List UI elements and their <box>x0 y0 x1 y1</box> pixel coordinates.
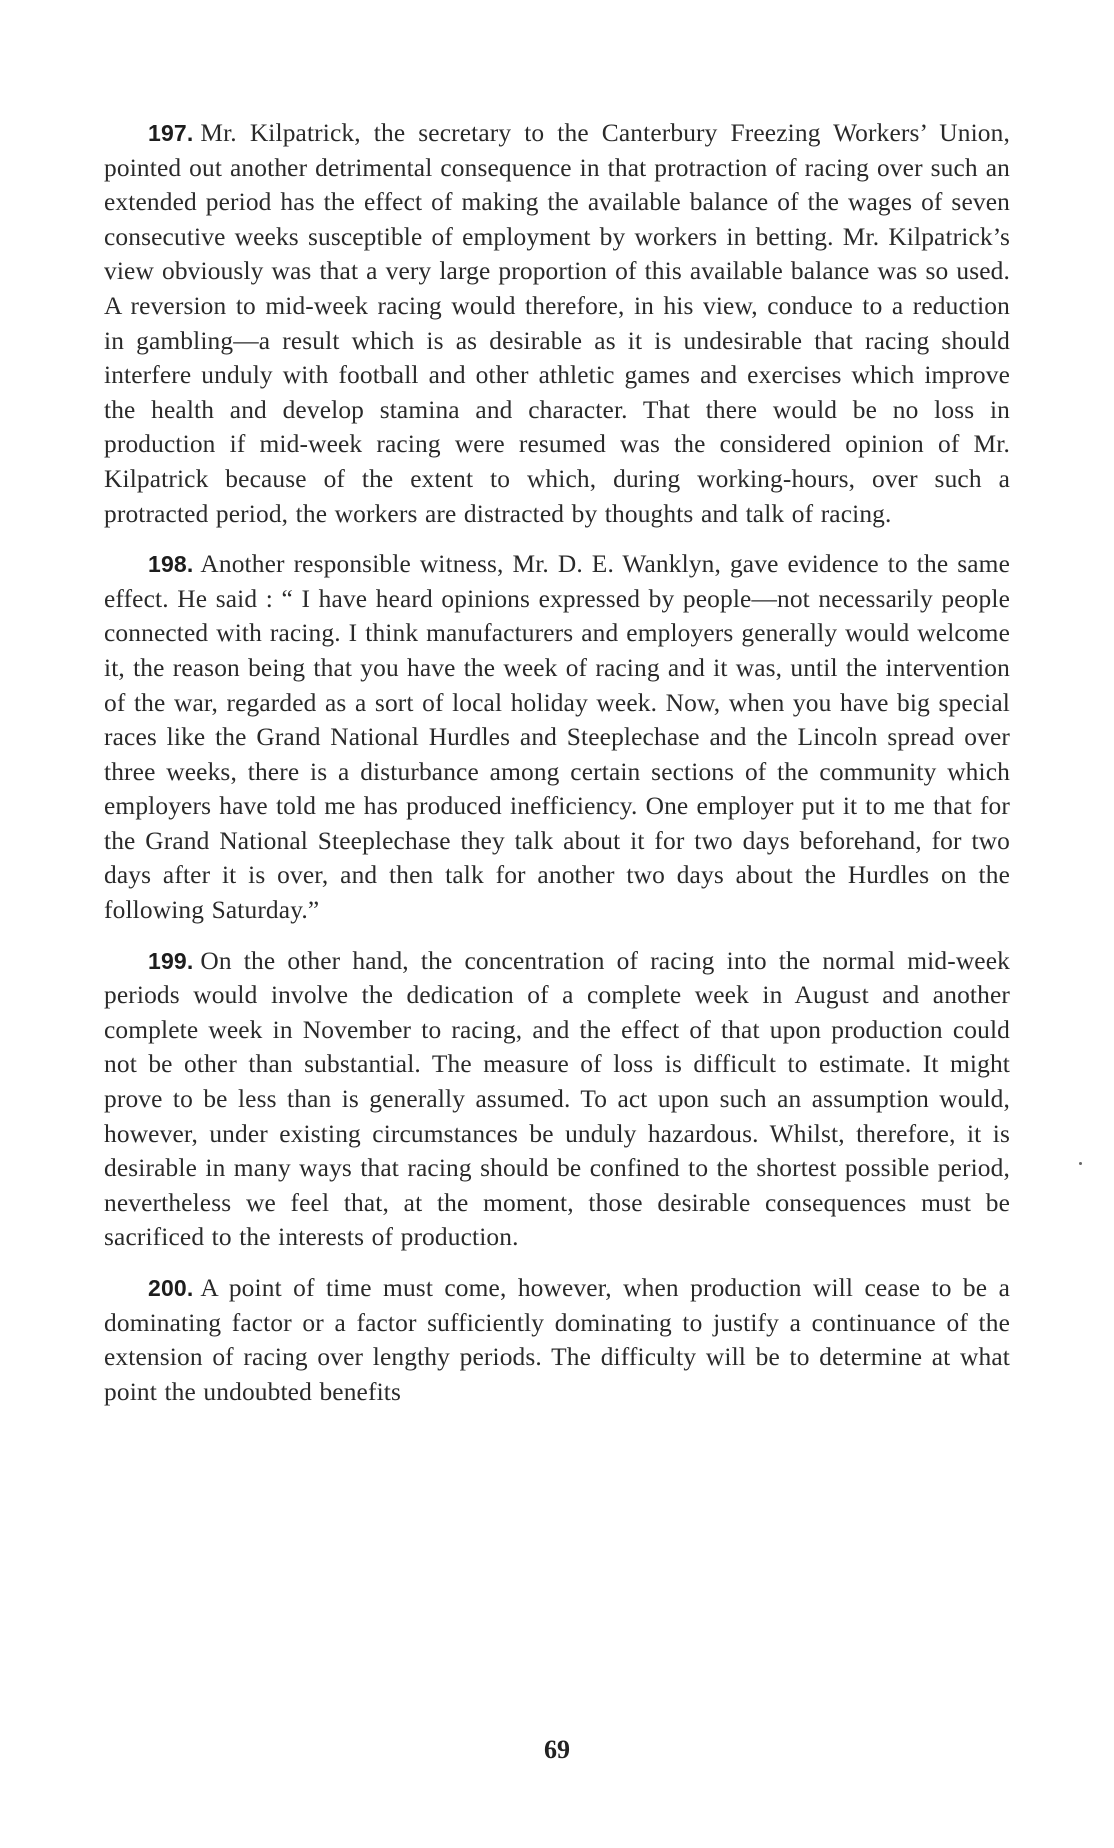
paragraph-number: 200. <box>148 1275 194 1301</box>
paragraph-text: Another responsible witness, Mr. D. E. Wanklyn, gave evidence to the same effect. He said : “ I have heard opinions expressed by people—not necessarily people connected with racing. I think manufacturers and employers generally would welcome it, the reason being that you have the week of racing and it was, until the intervention of the war, regarded as a sort of local holiday week. Now, when you have big special races like the Grand National Hurdles and Steeplechase and the Lincoln spread over three weeks, there is a disturbance among certain sections of the community which employers have told me has produced inefficiency. One employer put it to me that for the Grand National Steeplechase they talk about it for two days beforehand, for two days after it is over, and then talk for another two days about the Hurdles on the following Saturday.” <box>104 550 1010 925</box>
paragraph-number: 198. <box>148 551 194 578</box>
paragraph-199 <box>104 944 1010 1255</box>
paragraph-number: 199. <box>148 947 194 974</box>
paragraph-200 <box>104 1271 1010 1409</box>
paragraph-198 <box>104 547 1010 928</box>
page-number: 69 <box>544 1735 570 1764</box>
paragraph-text: Mr. Kilpatrick, the secretary to the Canterbury Freezing Workers’ Union, pointed out another detrimental consequence in that protraction of racing over such an extended period has the effect of making the available balance of the wages of seven consecutive weeks susceptible of employment by workers in betting. Mr. Kilpatrick’s view obviously was that a very large proportion of this available balance was so used. A reversion to mid-week racing would therefore, in his view, conduce to a reduction in gambling—a result which is as desirable as it is undesirable that racing should interfere unduly with football and other athletic games and exercises which improve the health and develop stamina and character. That there would be no loss in production if mid-week racing were resumed was the considered opinion of Mr. Kilpatrick because of the extent to which, during working-hours, over such a protracted period, the workers are distracted by thoughts and talk of racing. <box>104 119 1010 528</box>
paragraph-text: On the other hand, the concentration of racing into the normal mid-week periods would involve the dedication of a complete week in August and another complete week in November to racing, and the effect of that upon production could not be other than substantial. The measure of loss is difficult to estimate. It might prove to be less than is generally assumed. To act upon such an assumption would, however, under existing circumstances be unduly hazardous. Whilst, therefore, it is desirable in many ways that racing should be confined to the shortest possible period, nevertheless we feel that, at the moment, those desirable consequences must be sacrificed to the interests of production. <box>104 946 1010 1252</box>
body-text <box>104 116 1010 1425</box>
paragraph-text: A point of time must come, however, when production will cease to be a dominating factor or a factor sufficiently dominating to justify a continuance of the extension of racing over lengthy periods. The difficulty will be to determine at what point the undoubted benefits <box>104 1274 1010 1406</box>
paragraph-197 <box>104 116 1010 531</box>
paragraph-number: 197. <box>148 120 194 146</box>
ink-speck <box>1079 1162 1082 1165</box>
